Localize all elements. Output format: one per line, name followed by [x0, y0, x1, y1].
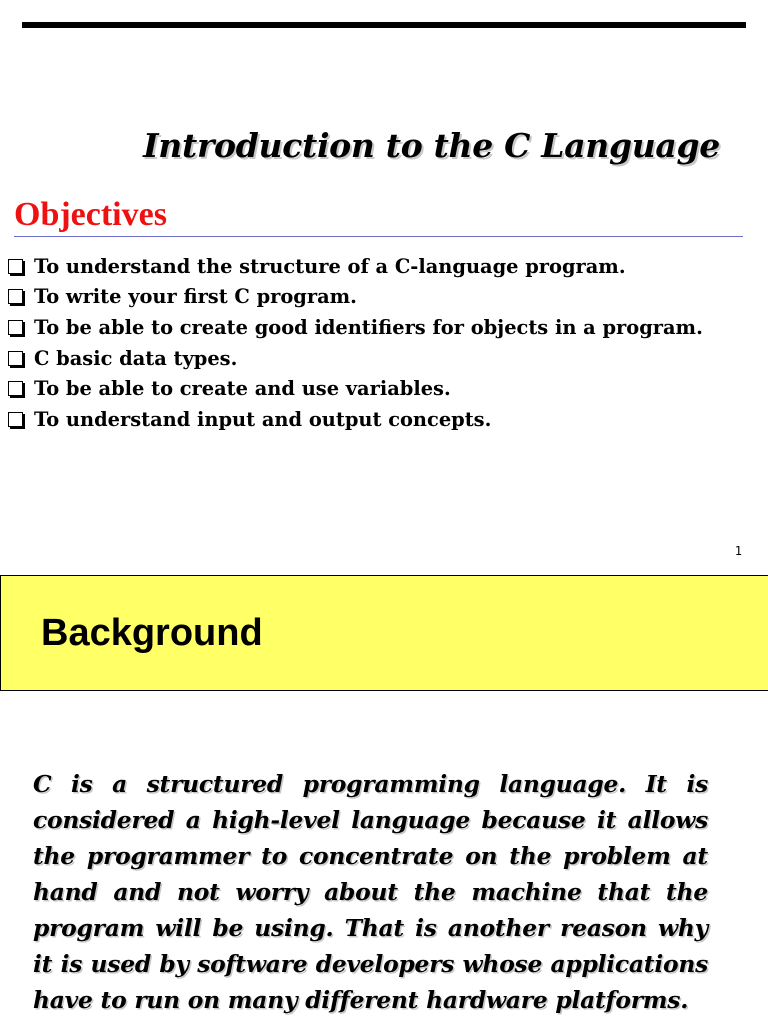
objectives-heading: Objectives: [14, 196, 167, 233]
checkbox-bullet-icon: [8, 351, 23, 366]
checkbox-bullet-icon: [8, 381, 23, 396]
objective-item: [8, 312, 703, 343]
background-banner: [0, 575, 768, 691]
heading-divider: [14, 236, 743, 237]
objective-item: [8, 404, 703, 435]
objective-item: [8, 343, 703, 374]
checkbox-bullet-icon: [8, 320, 23, 335]
objective-text: To write your first C program.: [34, 285, 357, 309]
page-number: 1: [734, 544, 742, 558]
top-rule: [22, 22, 746, 28]
slide-title: Introduction to the C Language: [143, 126, 720, 165]
checkbox-bullet-icon: [8, 412, 23, 427]
objective-text: To understand the structure of a C-language program.: [34, 254, 626, 278]
checkbox-bullet-icon: [8, 289, 23, 304]
background-paragraph: C is a structured programming language. It is considered a high-level language because it allows the programmer to concentrate on the problem at hand and not worry about the machine that the program will be using. That is another reason why it is used by software developers whose applications have to run on many different hardware platforms.: [33, 770, 708, 1014]
objective-text: To be able to create and use variables.: [34, 377, 451, 401]
objective-item: [8, 282, 703, 313]
banner-title: Background: [41, 612, 263, 654]
objective-text: C basic data types.: [34, 346, 238, 370]
objective-item: [8, 373, 703, 404]
objective-text: To understand input and output concepts.: [34, 407, 492, 431]
objectives-list: [8, 251, 703, 435]
checkbox-bullet-icon: [8, 259, 23, 274]
objective-item: [8, 251, 703, 282]
objective-text: To be able to create good identifiers for objects in a program.: [34, 315, 703, 339]
